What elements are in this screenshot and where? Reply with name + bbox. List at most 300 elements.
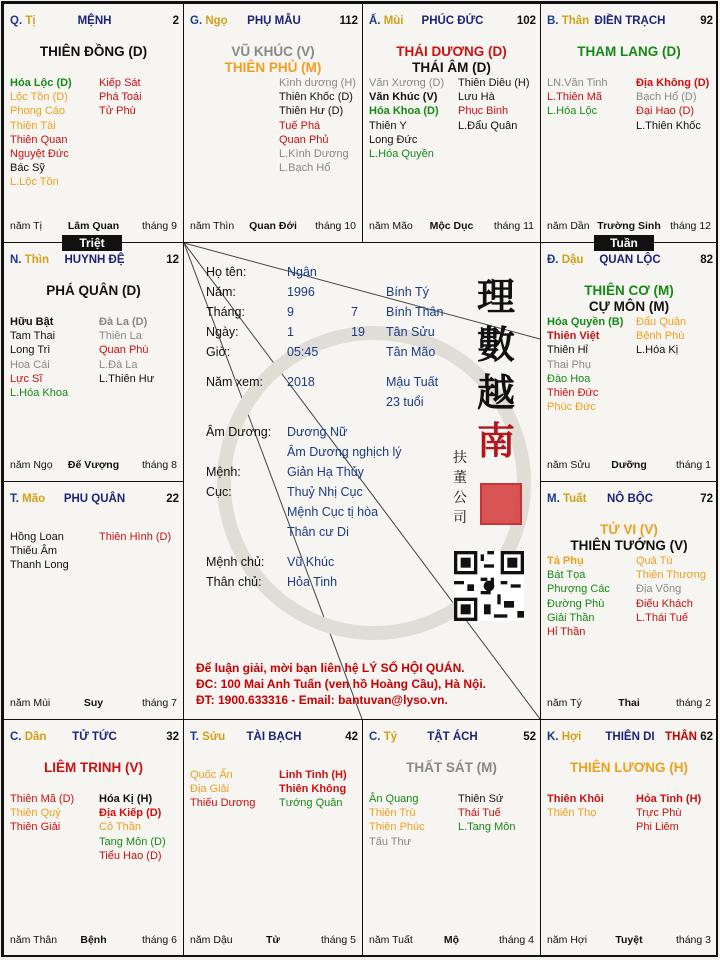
can-label: G.: [190, 15, 203, 27]
tuan-marker: Tuần: [594, 235, 654, 251]
can-label: Ấ.: [369, 15, 381, 27]
triet-marker: Triệt: [62, 235, 122, 251]
seal-char-1: 扶: [453, 450, 467, 466]
label-thang: Tháng:: [206, 305, 245, 319]
dai-han-number: 102: [516, 15, 536, 27]
trang-sinh-stage: Suy: [83, 697, 104, 709]
palace-than: [540, 3, 718, 243]
minor-star: Hỏa Tinh (H): [636, 793, 702, 805]
value-ho-ten: Ngân: [287, 265, 317, 279]
tieu-han-year: năm Tý: [547, 697, 582, 709]
minor-star: Thiên Phúc: [369, 821, 425, 834]
left-star-list: [10, 530, 69, 573]
minor-star: Thiếu Dương: [190, 797, 256, 810]
right-star-list: [99, 530, 171, 544]
dai-han-number: 72: [700, 493, 713, 505]
minor-star: Thanh Long: [10, 559, 69, 572]
main-star: THIÊN ĐỒNG (D): [39, 44, 148, 59]
palace-footer: [190, 220, 356, 234]
palace-ti: [3, 3, 184, 243]
chi-label: Tuất: [562, 493, 587, 505]
palace-name: THIÊN DI: [605, 731, 655, 743]
palace-header: [10, 15, 179, 31]
minor-star: L.Tang Môn: [458, 821, 516, 834]
minor-star: Phục Binh: [458, 105, 509, 118]
minor-star: Hóa Lộc (D): [10, 77, 72, 89]
minor-star: Thiên Thọ: [547, 807, 597, 820]
right-star-list: [458, 76, 530, 133]
minor-star: Thiên Việt: [547, 330, 600, 343]
palace-name: PHỤ MẪU: [247, 15, 301, 27]
minor-star: Ân Quang: [369, 793, 419, 805]
palace-footer: [369, 220, 534, 234]
tieu-han-year: năm Dần: [547, 220, 590, 232]
palace-name: ĐIỀN TRẠCH: [594, 15, 666, 27]
minor-star: Thiên Hư (D): [279, 105, 344, 118]
red-seal: [480, 483, 522, 525]
left-star-list: [10, 792, 74, 835]
palace-footer: [547, 934, 711, 948]
minor-star: Bác Sỹ: [10, 162, 45, 175]
minor-star: Giải Thần: [547, 611, 595, 624]
left-star-list: [547, 315, 623, 414]
minor-star: L.Hóa Lộc: [547, 105, 598, 118]
palace-footer: [547, 697, 711, 711]
palace-header: [547, 493, 713, 509]
value-menh: Giản Hạ Thủy: [287, 465, 364, 479]
can-label: C.: [369, 731, 381, 743]
palace-footer: [190, 934, 356, 948]
value-nam-can-chi: Bính Tý: [386, 285, 429, 299]
minor-star: L.Thiên Mã: [547, 91, 603, 104]
label-than-chu: Thân chủ:: [206, 575, 262, 589]
chi-label: Thìn: [24, 254, 49, 266]
chi-label: Ngọ: [205, 15, 228, 27]
minor-star: L.Đẩu Quân: [458, 119, 518, 132]
palace-tuat: [540, 481, 718, 720]
minor-star: Địa Giải: [190, 783, 230, 796]
palace-header: [190, 15, 358, 31]
palace-footer: [547, 459, 711, 473]
trang-sinh-stage: Thai: [618, 697, 640, 709]
minor-star: Địa Kiếp (D): [99, 807, 162, 820]
right-star-list: [99, 792, 166, 863]
minor-star: Thiên Diêu (H): [458, 77, 530, 89]
trang-sinh-stage: Lâm Quan: [67, 220, 120, 232]
right-star-list: [99, 76, 142, 119]
palace-header: [10, 493, 179, 509]
palace-dau: [540, 242, 718, 482]
seal-char-2: 董: [453, 470, 467, 486]
calligraphy-char-1: 理: [476, 274, 515, 319]
trang-sinh-stage: Tuyệt: [615, 934, 643, 946]
minor-star: L.Hóa Kị: [636, 344, 679, 357]
trang-sinh-stage: Quan Đới: [249, 220, 297, 232]
tieu-han-year: năm Tuất: [369, 934, 413, 946]
minor-star: Đà La (D): [99, 316, 148, 328]
tieu-han-year: năm Ngọ: [10, 459, 53, 471]
minor-star: Thiên Mã (D): [10, 793, 75, 805]
label-am-duong: Âm Dương:: [206, 425, 272, 439]
palace-header: [10, 254, 179, 270]
palace-footer: [10, 220, 177, 234]
calligraphy-text: [466, 273, 526, 465]
minor-star: L.Đà La: [99, 358, 138, 371]
palace-header: [547, 254, 713, 270]
minor-star: Lộc Tồn (D): [10, 91, 68, 104]
tieu-han-year: năm Hợi: [547, 934, 588, 946]
minor-star: Lực Sĩ: [10, 372, 43, 385]
contact-line-2: ĐC: 100 Mai Anh Tuấn (ven hồ Hoàng Cầu), Hà Nội.: [196, 677, 487, 691]
minor-star: Thiên Sứ: [458, 793, 504, 805]
minor-star: Phúc Đức: [547, 401, 596, 414]
minor-star: L.Kình Dương: [279, 148, 349, 161]
tu-vi-chart: [1, 1, 718, 957]
dai-han-number: 42: [345, 731, 358, 743]
minor-star: Hoa Cái: [10, 358, 50, 371]
calligraphy-seal-text: [452, 448, 468, 528]
palace-footer: [10, 697, 177, 711]
tieu-han-year: năm Mão: [369, 220, 413, 232]
minor-star: Thiên Quý: [10, 807, 61, 820]
minor-star: Thai Phụ: [547, 358, 592, 371]
palace-thin: [3, 242, 184, 482]
nguyet-han-month: tháng 1: [675, 459, 711, 471]
minor-star: Thiên Khốc (D): [279, 91, 353, 104]
left-star-list: [547, 792, 604, 820]
chi-label: Thân: [561, 15, 590, 27]
minor-star: Phong Cáo: [10, 105, 66, 118]
right-star-list: [279, 768, 347, 811]
minor-star: Thiên Khôi: [547, 793, 604, 805]
right-star-list: [636, 315, 686, 358]
nguyet-han-month: tháng 2: [675, 697, 711, 709]
minor-star: Đào Hoa: [547, 372, 591, 385]
palace-name: PHÚC ĐỨC: [421, 15, 484, 27]
minor-star: Hóa Kị (H): [99, 793, 153, 805]
palace-name: QUAN LỘC: [599, 254, 661, 266]
minor-star: Tả Phụ: [547, 555, 584, 567]
palace-header: [190, 731, 358, 747]
minor-star: Thiên Tài: [10, 119, 56, 132]
seal-char-4: 司: [453, 510, 467, 526]
dai-han-number: 112: [339, 15, 358, 27]
tieu-han-year: năm Dậu: [190, 934, 233, 946]
minor-star: Cô Thần: [99, 821, 141, 834]
chi-label: Dần: [24, 731, 47, 743]
center-info-panel: [184, 243, 540, 719]
nguyet-han-month: tháng 8: [141, 459, 177, 471]
chi-label: Mão: [22, 493, 46, 505]
value-thang-can-chi: Bính Thân: [386, 305, 444, 319]
left-star-list: [547, 76, 608, 119]
can-label: B.: [547, 15, 559, 27]
value-than-chu: Hỏa Tinh: [287, 575, 338, 589]
value-nam-xem: 2018: [287, 375, 315, 389]
trang-sinh-stage: Mộc Dục: [429, 220, 474, 232]
can-label: Đ.: [547, 254, 559, 266]
minor-star: Quan Phù: [99, 344, 149, 357]
main-star: PHÁ QUÂN (D): [46, 283, 141, 298]
dai-han-number: 2: [172, 15, 179, 27]
right-star-list: [636, 76, 709, 133]
palace-name: MỆNH: [77, 15, 112, 27]
can-label: C.: [10, 731, 22, 743]
minor-star: L.Bạch Hổ: [279, 162, 331, 175]
can-label: K.: [547, 731, 559, 743]
minor-star: Kình dương (H): [279, 77, 356, 89]
minor-star: L.Thiên Khốc: [636, 119, 701, 132]
minor-star: Thiên La: [99, 330, 142, 343]
chi-label: Dậu: [561, 254, 584, 266]
tieu-han-year: năm Mùi: [10, 697, 51, 709]
palace-footer: [10, 459, 177, 473]
value-nam: 1996: [287, 285, 315, 299]
value-thang-am: 7: [351, 305, 358, 319]
value-menh-chu: Vũ Khúc: [287, 555, 335, 569]
nguyet-han-month: tháng 9: [141, 220, 177, 232]
nguyet-han-month: tháng 5: [320, 934, 356, 946]
main-star: CỰ MÔN (M): [588, 299, 670, 314]
minor-star: Tuế Phá: [279, 119, 321, 132]
nguyet-han-month: tháng 4: [498, 934, 534, 946]
label-ngay: Ngày:: [206, 325, 239, 339]
contact-line-1: Để luận giải, mời bạn liên hệ LÝ SỐ HỘI QUÁN.: [196, 661, 465, 675]
seal-char-3: 公: [453, 490, 467, 506]
palace-name: TÀI BẠCH: [246, 731, 302, 743]
minor-star: Nguyệt Đức: [10, 148, 69, 161]
palace-name: TỬ TỨC: [72, 731, 117, 743]
minor-star: Tử Phù: [99, 105, 136, 118]
palace-ngo: [183, 3, 363, 243]
palace-dan: [3, 719, 184, 957]
value-am-duong: Dương Nữ: [287, 425, 348, 439]
value-ngay-can-chi: Tân Sửu: [386, 325, 435, 339]
left-star-list: [369, 792, 425, 849]
minor-star: Phượng Các: [547, 583, 610, 596]
can-label: T.: [10, 493, 19, 505]
value-thang: 9: [287, 305, 294, 319]
minor-star: Tam Thai: [10, 330, 56, 343]
minor-star: Hữu Bật: [10, 316, 54, 328]
main-star: THẤT SÁT (M): [406, 760, 497, 775]
palace-footer: [10, 934, 177, 948]
qr-code: [454, 551, 524, 621]
label-cuc: Cục:: [206, 485, 232, 499]
minor-star: Địa Không (D): [636, 77, 710, 89]
left-star-list: [10, 315, 68, 400]
minor-star: Thiên Trù: [369, 807, 416, 820]
right-star-list: [99, 315, 154, 386]
minor-star: L.Hóa Quyền: [369, 148, 434, 161]
value-nam-xem-can-chi: Mậu Tuất: [386, 375, 439, 389]
main-star: THAM LANG (D): [577, 44, 681, 59]
nguyet-han-month: tháng 11: [493, 220, 534, 232]
palace-hoi: [540, 719, 718, 957]
minor-star: Đường Phù: [547, 597, 605, 610]
value-tuoi: 23 tuổi: [386, 395, 424, 409]
chi-label: Sửu: [202, 731, 226, 743]
nguyet-han-month: tháng 6: [141, 934, 177, 946]
palace-mao: [3, 481, 184, 720]
palace-name: PHU QUÂN: [63, 493, 126, 505]
minor-star: Thiên Quan: [10, 133, 68, 146]
palace-name: TẬT ÁCH: [427, 731, 478, 743]
tieu-han-year: năm Thân: [10, 934, 58, 946]
minor-star: Tướng Quân: [279, 797, 343, 810]
minor-star: Tiểu Hao (D): [99, 849, 162, 862]
chi-label: Tị: [25, 15, 36, 27]
minor-star: Tang Môn (D): [99, 835, 166, 848]
palace-header: [10, 731, 179, 747]
minor-star: Phi Liêm: [636, 821, 679, 834]
label-nam-xem: Năm xem:: [206, 375, 263, 389]
palace-header: [369, 15, 536, 31]
chi-label: Tý: [383, 731, 398, 743]
dai-han-number: 52: [523, 731, 536, 743]
minor-star: Quan Phủ: [279, 133, 329, 146]
minor-star: Bạch Hổ (D): [636, 91, 697, 104]
main-star: LIÊM TRINH (V): [44, 760, 143, 775]
palace-header: [547, 15, 713, 31]
minor-star: L.Hóa Khoa: [10, 387, 69, 400]
can-label: N.: [10, 254, 22, 266]
minor-star: Tấu Thư: [369, 835, 412, 848]
palace-name: HUYNH ĐỆ: [64, 254, 125, 266]
nguyet-han-month: tháng 3: [675, 934, 711, 946]
value-ngay-am: 19: [351, 325, 365, 339]
left-star-list: [369, 76, 444, 161]
minor-star: Phá Toái: [99, 91, 142, 104]
minor-star: Thiếu Âm: [10, 545, 58, 558]
minor-star: Thiên Giải: [10, 821, 61, 834]
minor-star: Văn Khúc (V): [369, 91, 438, 104]
value-am-duong-2: Âm Dương nghịch lý: [287, 445, 402, 459]
value-cuc-2: Mệnh Cục tị hòa: [287, 505, 379, 519]
can-label: Q.: [10, 15, 23, 27]
value-gio: 05:45: [287, 345, 319, 359]
than-marker: THÂN: [665, 731, 697, 743]
palace-ty: [362, 719, 541, 957]
palace-header: [547, 731, 713, 747]
minor-star: Trực Phù: [636, 807, 682, 820]
minor-star: Thiên Không: [279, 783, 347, 796]
main-star: VŨ KHÚC (V): [231, 44, 315, 59]
minor-star: Thiên Đức: [547, 387, 599, 400]
trang-sinh-stage: Mộ: [443, 934, 460, 946]
can-label: M.: [547, 493, 560, 505]
palace-footer: [547, 220, 711, 234]
minor-star: Thiên Y: [369, 119, 407, 132]
dai-han-number: 22: [166, 493, 179, 505]
palace-mui: [362, 3, 541, 243]
can-label: T.: [190, 731, 199, 743]
left-star-list: [10, 76, 72, 190]
trang-sinh-stage: Trường Sinh: [597, 220, 661, 232]
minor-star: Bệnh Phù: [636, 330, 685, 343]
minor-star: Long Trì: [10, 344, 51, 357]
main-star: THÁI DƯƠNG (D): [396, 44, 507, 59]
tieu-han-year: năm Thìn: [190, 220, 235, 232]
tieu-han-year: năm Tị: [10, 220, 42, 232]
minor-star: Điếu Khách: [636, 597, 693, 610]
main-star: THIÊN TƯỚNG (V): [570, 538, 688, 553]
calligraphy-char-3: 越: [476, 370, 515, 415]
minor-star: Quả Tú: [636, 555, 673, 567]
trang-sinh-stage: Tử: [265, 934, 281, 946]
palace-suu: [183, 719, 363, 957]
label-gio: Giờ:: [206, 345, 231, 359]
tieu-han-year: năm Sửu: [547, 459, 591, 471]
dai-han-number: 12: [166, 254, 179, 266]
main-star: THIÊN CƠ (M): [584, 283, 674, 298]
minor-star: L.Lộc Tồn: [10, 176, 59, 189]
value-cuc-3: Thân cư Di: [287, 525, 349, 539]
minor-star: Đẩu Quân: [636, 316, 687, 328]
dai-han-number: 92: [700, 15, 713, 27]
dai-han-number: 32: [166, 731, 179, 743]
label-menh: Mệnh:: [206, 465, 241, 479]
dai-han-number: 82: [700, 254, 713, 266]
minor-star: Đại Hao (D): [636, 105, 695, 118]
minor-star: Hỉ Thần: [547, 626, 586, 639]
minor-star: Hồng Loan: [10, 531, 64, 543]
contact-line-3: ĐT: 1900.633316 - Email: bantuvan@lyso.vn.: [196, 693, 448, 707]
minor-star: Văn Xương (D): [369, 77, 445, 89]
palace-header: [369, 731, 536, 747]
right-star-list: [636, 554, 706, 625]
left-star-list: [547, 554, 610, 639]
trang-sinh-stage: Bệnh: [80, 934, 107, 946]
main-star: TỬ VI (V): [600, 522, 658, 537]
trang-sinh-stage: Đế Vượng: [67, 459, 120, 471]
minor-star: L.Thái Tuế: [636, 611, 688, 624]
calligraphy-char-4: 南: [476, 418, 515, 463]
right-star-list: [636, 792, 701, 835]
minor-star: Thiên Hình (D): [99, 531, 172, 543]
minor-star: Thái Tuế: [458, 807, 501, 820]
minor-star: Thiên Hỉ: [547, 344, 588, 357]
minor-star: LN.Văn Tinh: [547, 77, 608, 89]
value-gio-can-chi: Tân Mão: [386, 345, 436, 359]
chi-label: Mùi: [383, 15, 404, 27]
minor-star: Bát Tọa: [547, 569, 586, 582]
dai-han-number: 62: [700, 731, 713, 743]
main-star: THIÊN PHỦ (M): [224, 60, 322, 75]
minor-star: Linh Tinh (H): [279, 769, 347, 781]
nguyet-han-month: tháng 12: [670, 220, 711, 232]
label-menh-chu: Mệnh chủ:: [206, 555, 265, 569]
palace-footer: [369, 934, 534, 948]
minor-star: Thiên Thương: [636, 569, 707, 582]
trang-sinh-stage: Dưỡng: [611, 459, 647, 471]
minor-star: Lưu Hà: [458, 91, 495, 104]
nguyet-han-month: tháng 10: [315, 220, 356, 232]
palace-name: NÔ BỘC: [607, 493, 653, 505]
minor-star: Hóa Khoa (D): [369, 105, 439, 118]
main-star: THIÊN LƯƠNG (H): [570, 760, 688, 775]
minor-star: Quốc Ấn: [190, 769, 233, 781]
minor-star: L.Thiên Hư: [99, 372, 155, 385]
minor-star: Kiếp Sát: [99, 77, 141, 89]
right-star-list: [279, 76, 356, 175]
chi-label: Hợi: [561, 731, 582, 743]
left-star-list: [190, 768, 255, 811]
right-star-list: [458, 792, 515, 835]
label-ho-ten: Họ tên:: [206, 265, 247, 279]
value-ngay: 1: [287, 325, 294, 339]
calligraphy-char-2: 數: [476, 322, 515, 367]
